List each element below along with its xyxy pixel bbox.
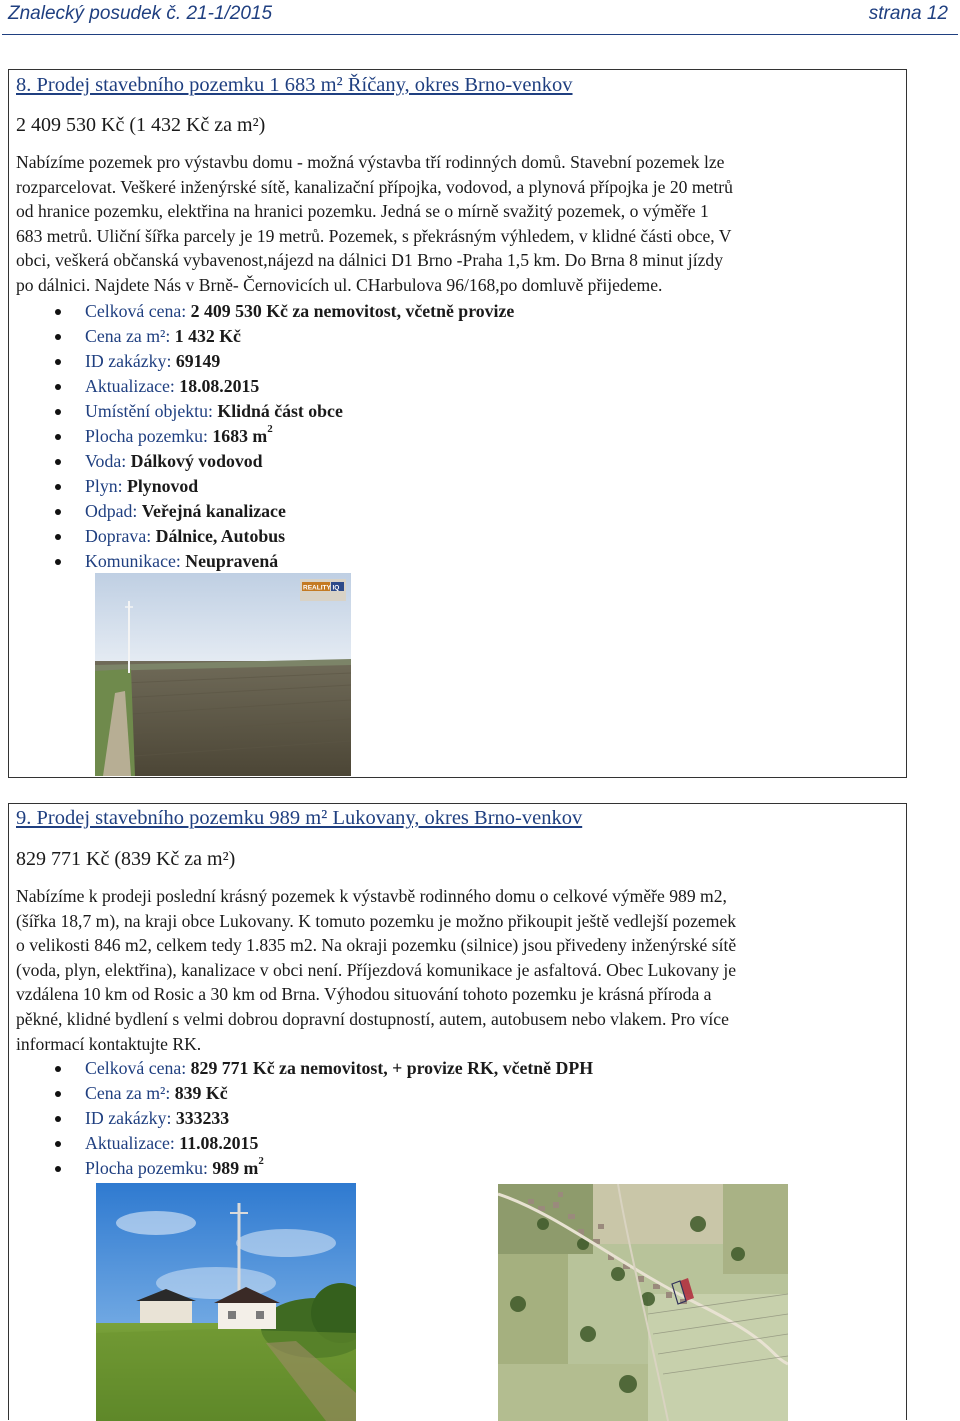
description-line: informací kontaktujte RK. bbox=[16, 1033, 202, 1054]
feature-label: Aktualizace: bbox=[85, 1133, 180, 1153]
feature-label: Komunikace: bbox=[85, 551, 186, 571]
feature-item bbox=[9, 1081, 593, 1106]
feature-item bbox=[9, 1131, 593, 1156]
document-title: Znalecký posudek č. 21-1/2015 bbox=[8, 3, 273, 24]
listing-description bbox=[16, 884, 906, 1056]
feature-value: 11.08.2015 bbox=[179, 1133, 259, 1153]
reality-iq-logo bbox=[300, 579, 346, 601]
page-header bbox=[0, 0, 960, 40]
listing-title: 9. Prodej stavebního pozemku 989 m² Lukovany, okres Brno-venkov bbox=[16, 807, 583, 829]
feature-value: Plynovod bbox=[127, 476, 199, 496]
description-line: Nabízíme pozemek pro výstavbu domu - možná výstavba tří rodinných domů. Stavební pozemek lze bbox=[16, 152, 725, 172]
feature-item bbox=[9, 324, 514, 349]
feature-label: Doprava: bbox=[85, 526, 156, 546]
listing-title: 8. Prodej stavebního pozemku 1 683 m² Říčany, okres Brno-venkov bbox=[16, 74, 573, 96]
feature-label: Cena za m²: bbox=[85, 1083, 175, 1103]
feature-label: Celková cena: bbox=[85, 301, 191, 321]
feature-value: 2 409 530 Kč za nemovitost, včetně provize bbox=[190, 301, 515, 321]
feature-label: Plyn: bbox=[85, 476, 127, 496]
feature-value: 333233 bbox=[175, 1108, 230, 1128]
feature-item bbox=[9, 549, 514, 574]
feature-item bbox=[9, 1056, 593, 1081]
feature-value: 69149 bbox=[175, 351, 221, 371]
feature-value: Neupravená bbox=[185, 551, 279, 571]
description-line: (šířka 18,7 m), na kraji obce Lukovany. K tomuto pozemku je možno přikoupit ještě vedlejší pozemek bbox=[16, 910, 737, 931]
feature-list bbox=[9, 299, 514, 574]
description-line: od hranice pozemku, elektřina na hranici pozemku. Jedná se o mírně svažitý pozemek, o výměře 1 bbox=[16, 201, 709, 222]
description-line: Nabízíme k prodeji poslední krásný pozemek k výstavbě rodinného domu o celkové výměře 989 m2, bbox=[16, 886, 727, 906]
feature-value: 989 m bbox=[212, 1158, 259, 1178]
aerial-map-photo bbox=[498, 1184, 788, 1421]
feature-value: Dálkový vodovod bbox=[130, 451, 263, 471]
feature-item bbox=[9, 349, 514, 374]
feature-label: Umístění objektu: bbox=[85, 401, 218, 421]
feature-value: 1683 m bbox=[212, 426, 268, 446]
description-line: vzdálena 10 km od Rosic a 30 km od Brna. Výhodou situování tohoto pozemku je krásná příroda a bbox=[16, 984, 712, 1005]
feature-item bbox=[9, 424, 514, 449]
page-number: strana 12 bbox=[868, 3, 948, 24]
feature-value: 1 432 Kč bbox=[174, 326, 241, 346]
feature-item bbox=[9, 449, 514, 474]
property-photo-houses bbox=[96, 1183, 356, 1421]
feature-item bbox=[9, 474, 514, 499]
feature-label: ID zakázky: bbox=[85, 351, 176, 371]
feature-value: Klidná část obce bbox=[217, 401, 343, 421]
description-line: po dálnici. Najdete Nás v Brně- Černovicích ul. CHarbulova 96/168,po domluvě přijedeme. bbox=[16, 274, 663, 295]
listing-9 bbox=[8, 803, 907, 1420]
description-line: pěkné, klidné bydlení s velmi dobrou dopravní dostupností, autem, autobusem nebo vlakem. Pro více bbox=[16, 1008, 729, 1029]
feature-label: Plocha pozemku: bbox=[85, 1158, 213, 1178]
feature-value: 829 771 Kč za nemovitost, + provize RK, včetně DPH bbox=[190, 1058, 594, 1078]
feature-label: Celková cena: bbox=[85, 1058, 191, 1078]
header-rule bbox=[2, 34, 958, 35]
description-line: (voda, plyn, elektřina), kanalizace v obci není. Příjezdová komunikace je asfaltová. Obec Lukovany je bbox=[16, 959, 737, 980]
description-line: 683 metrů. Uliční šířka parcely je 19 metrů. Pozemek, s překrásným výhledem, v klidné části obce, V bbox=[16, 225, 732, 246]
description-line: rozparcelovat. Veškeré inženýrské sítě, kanalizační přípojka, vodovod, a plynová přípojka je 20 metrů bbox=[16, 176, 733, 197]
feature-sup: 2 bbox=[258, 1155, 264, 1168]
feature-sup: 2 bbox=[267, 423, 273, 436]
feature-item bbox=[9, 399, 514, 424]
feature-label: Voda: bbox=[85, 451, 131, 471]
feature-item bbox=[9, 1106, 593, 1131]
listing-8 bbox=[8, 69, 907, 778]
description-line: o velikosti 846 m2, celkem tedy 1.835 m2. Na okraji pozemku (silnice) jsou přivedeny inženýrské sítě bbox=[16, 935, 737, 956]
feature-value: 18.08.2015 bbox=[179, 376, 260, 396]
feature-item bbox=[9, 1156, 593, 1181]
feature-value: Veřejná kanalizace bbox=[141, 501, 286, 521]
feature-item bbox=[9, 374, 514, 399]
feature-label: Aktualizace: bbox=[85, 376, 180, 396]
property-photo-field bbox=[95, 573, 351, 776]
feature-item bbox=[9, 524, 514, 549]
feature-value: 839 Kč bbox=[174, 1083, 228, 1103]
feature-list bbox=[9, 1056, 593, 1181]
feature-label: ID zakázky: bbox=[85, 1108, 176, 1128]
feature-label: Cena za m²: bbox=[85, 326, 175, 346]
feature-item bbox=[9, 299, 514, 324]
feature-label: Odpad: bbox=[85, 501, 142, 521]
logo-text: REALITY IQ bbox=[303, 584, 340, 592]
feature-value: Dálnice, Autobus bbox=[155, 526, 286, 546]
listing-price: 2 409 530 Kč (1 432 Kč za m²) bbox=[16, 114, 266, 136]
feature-item bbox=[9, 499, 514, 524]
listing-description bbox=[16, 150, 906, 298]
feature-label: Plocha pozemku: bbox=[85, 426, 213, 446]
listing-price: 829 771 Kč (839 Kč za m²) bbox=[16, 848, 236, 870]
description-line: obci, veškerá občanská vybavenost,nájezd na dálnici D1 Brno -Praha 1,5 km. Do Brna 8 minut jízdy bbox=[16, 250, 723, 271]
